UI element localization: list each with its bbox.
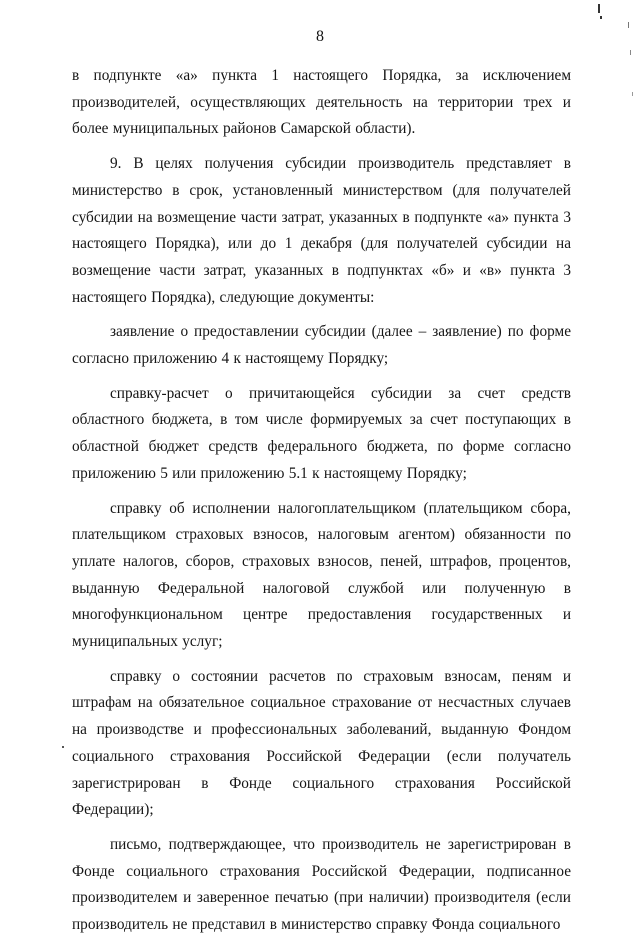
scan-artifact: [598, 4, 600, 13]
scan-artifact: [632, 92, 633, 96]
paragraph-continuation: в подпункте «а» пункта 1 настоящего Порядка, за исключением производителей, осуществляющих деятельность на территории трех и более муниципальных районов Самарской области).: [72, 67, 571, 138]
paragraph-confirmation-letter: письмо, подтверждающее, что производитель не зарегистрирован в Фонде социального страхования Российской Федерации, подписанное производителем и заверенное печатью (при наличии) производителя (если производитель не представил в министерство справку Фонда социального: [72, 835, 571, 934]
scan-artifact: [630, 50, 631, 55]
paragraph-calculation-certificate: справку-расчет о причитающейся субсидии за счет средств областного бюджета, в том числе формируемых за счет поступающих в областной бюджет средств федерального бюджета, по форме согласно приложению 5 или приложению 5.1 к настоящему Порядку;: [72, 384, 571, 482]
page-number: 8: [316, 28, 324, 45]
paragraph-insurance-certificate: справку о состоянии расчетов по страховым взносам, пеням и штрафам на обязательное социальное страхование от несчастных случаев на производстве и профессиональных заболеваний, выданную Фондом социального страхования Российской Федерации (если получатель зарегистрирован в Фонде социального страхования Российской Федерации);: [72, 667, 571, 819]
paragraph-item-9: 9. В целях получения субсидии производитель представляет в министерство в срок, установленный министерством (для получателей субсидии на возмещение части затрат, указанных в подпункте «а» пункта 3 настоящего Порядка), или до 1 декабря (для получателей субсидии на возмещение части затрат, указанных в подпунктах «б» и «в» пункта 3 настоящего Порядка), следующие документы:: [72, 155, 571, 306]
scan-artifact: [600, 16, 602, 19]
paragraph-tax-certificate: справку об исполнении налогоплательщиком (плательщиком сбора, плательщиком страховых взносов, налоговым агентом) обязанности по уплате налогов, сборов, страховых взносов, пеней, штрафов, процентов, выданную Федеральной налоговой службой или полученную в многофункциональном центре предоставления государственных и муниципальных услуг;: [72, 499, 571, 651]
document-body: [72, 63, 571, 939]
scan-artifact: [62, 746, 64, 748]
paragraph-application: заявление о предоставлении субсидии (далее – заявление) по форме согласно приложению 4 к настоящему Порядку;: [72, 323, 571, 368]
